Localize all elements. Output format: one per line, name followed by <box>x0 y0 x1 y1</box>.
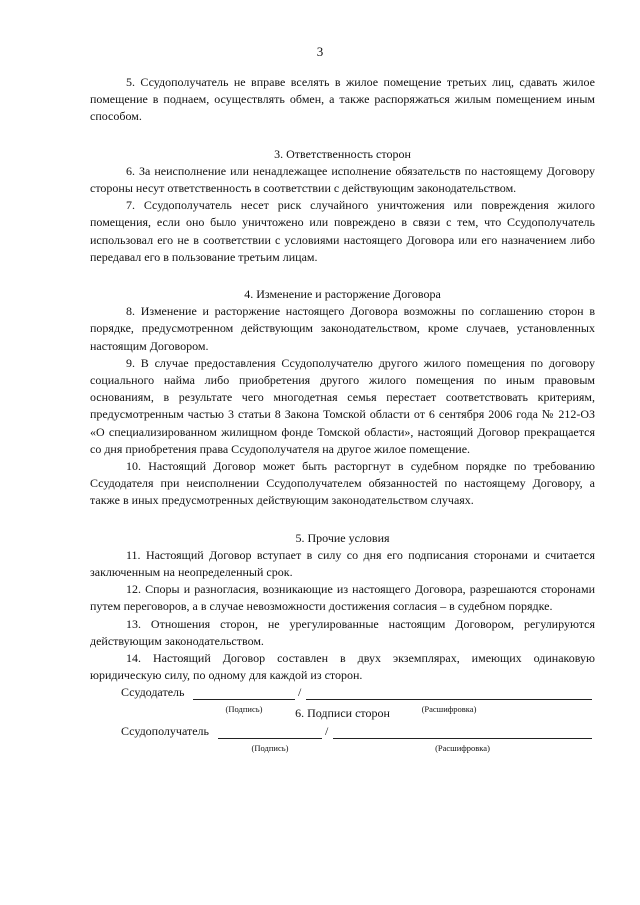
section-heading-4: 4. Изменение и расторжение Договора <box>244 287 441 302</box>
clause-10: 10. Настоящий Договор может быть расторгнут в судебном порядке по требованию Ссудодателя при неисполнении Ссудополучателем обязанностей по настоящему Договору, а также в иных предусмотренных действующим законодательством случаях. <box>90 459 595 508</box>
borrower-signature-line[interactable] <box>218 738 322 739</box>
borrower-signature-caption: (Подпись) <box>251 743 289 753</box>
clause-11: 11. Настоящий Договор вступает в силу со дня его подписания сторонами и считается заключенным на неопределенный срок. <box>90 547 595 580</box>
lender-name-line[interactable] <box>306 699 592 700</box>
section-heading-6: 6. Подписи сторон <box>295 705 390 720</box>
lender-name-caption: (Расшифровка) <box>421 704 477 714</box>
clause-12: 12. Споры и разногласия, возникающие из настоящего Договора, разрешаются сторонами путем переговоров, а в случае невозможности достижения согласия – в судебном порядке. <box>90 582 595 614</box>
lender-signature-caption: (Подпись) <box>225 704 263 714</box>
section-heading-5: 5. Прочие условия <box>295 530 390 545</box>
clause-7: 7. Ссудополучатель несет риск случайного уничтожения или повреждения жилого помещения, если оно было уничтожено или повреждено в связи с тем, что Ссудополучатель использовал его не в соответствии с условиями настоящего Договора или его назначением либо передавал его в пользование третьим лицам. <box>90 198 595 264</box>
lender-signature-line[interactable] <box>193 699 295 700</box>
clause-8: 8. Изменение и расторжение настоящего Договора возможны по соглашению сторон в порядке, предусмотренном действующим законодательством, кроме случаев, установленных настоящим Договором. <box>90 304 595 353</box>
section-heading-3: 3. Ответственность сторон <box>274 146 411 161</box>
page-number: 3 <box>316 44 324 59</box>
clause-9: 9. В случае предоставления Ссудополучателю другого жилого помещения по договору социального найма либо приобретения другого жилого помещения по иным правовым основаниям, в результате чего многодетная семья перестает соответствовать критериям, предусмотренным частью 3 статьи 8 Закона Томской области от 6 сентября 2006 года № 212-ОЗ «О специализированном жилищном фонде Томской области», настоящий Договор прекращается со дня приобретения права Ссудополучателя на другое жилое помещение. <box>90 355 595 456</box>
borrower-name-caption: (Расшифровка) <box>435 743 490 753</box>
lender-label: Ссудодатель <box>121 685 185 699</box>
clause-6: 6. За неисполнение или ненадлежащее исполнение обязательств по настоящему Договору стороны несут ответственность в соответствии с действующим законодательством. <box>90 163 595 196</box>
borrower-name-line[interactable] <box>333 738 592 739</box>
clause-14: 14. Настоящий Договор составлен в двух экземплярах, имеющих одинаковую юридическую силу, по одному для каждой из сторон. <box>90 651 595 683</box>
signature-row-lender <box>0 685 640 721</box>
signature-row-borrower <box>0 724 640 760</box>
borrower-label: Ссудополучатель <box>121 724 210 738</box>
borrower-separator: / <box>325 724 329 738</box>
clause-13: 13. Отношения сторон, не урегулированные настоящим Договором, регулируются действующим законодательством. <box>90 616 595 648</box>
lender-separator: / <box>298 685 302 699</box>
document-body <box>90 74 595 722</box>
clause-5: 5. Ссудополучатель не вправе вселять в жилое помещение третьих лиц, сдавать жилое помещение в поднаем, осуществлять обмен, а также распоряжаться жилым помещением иным способом. <box>90 75 595 124</box>
